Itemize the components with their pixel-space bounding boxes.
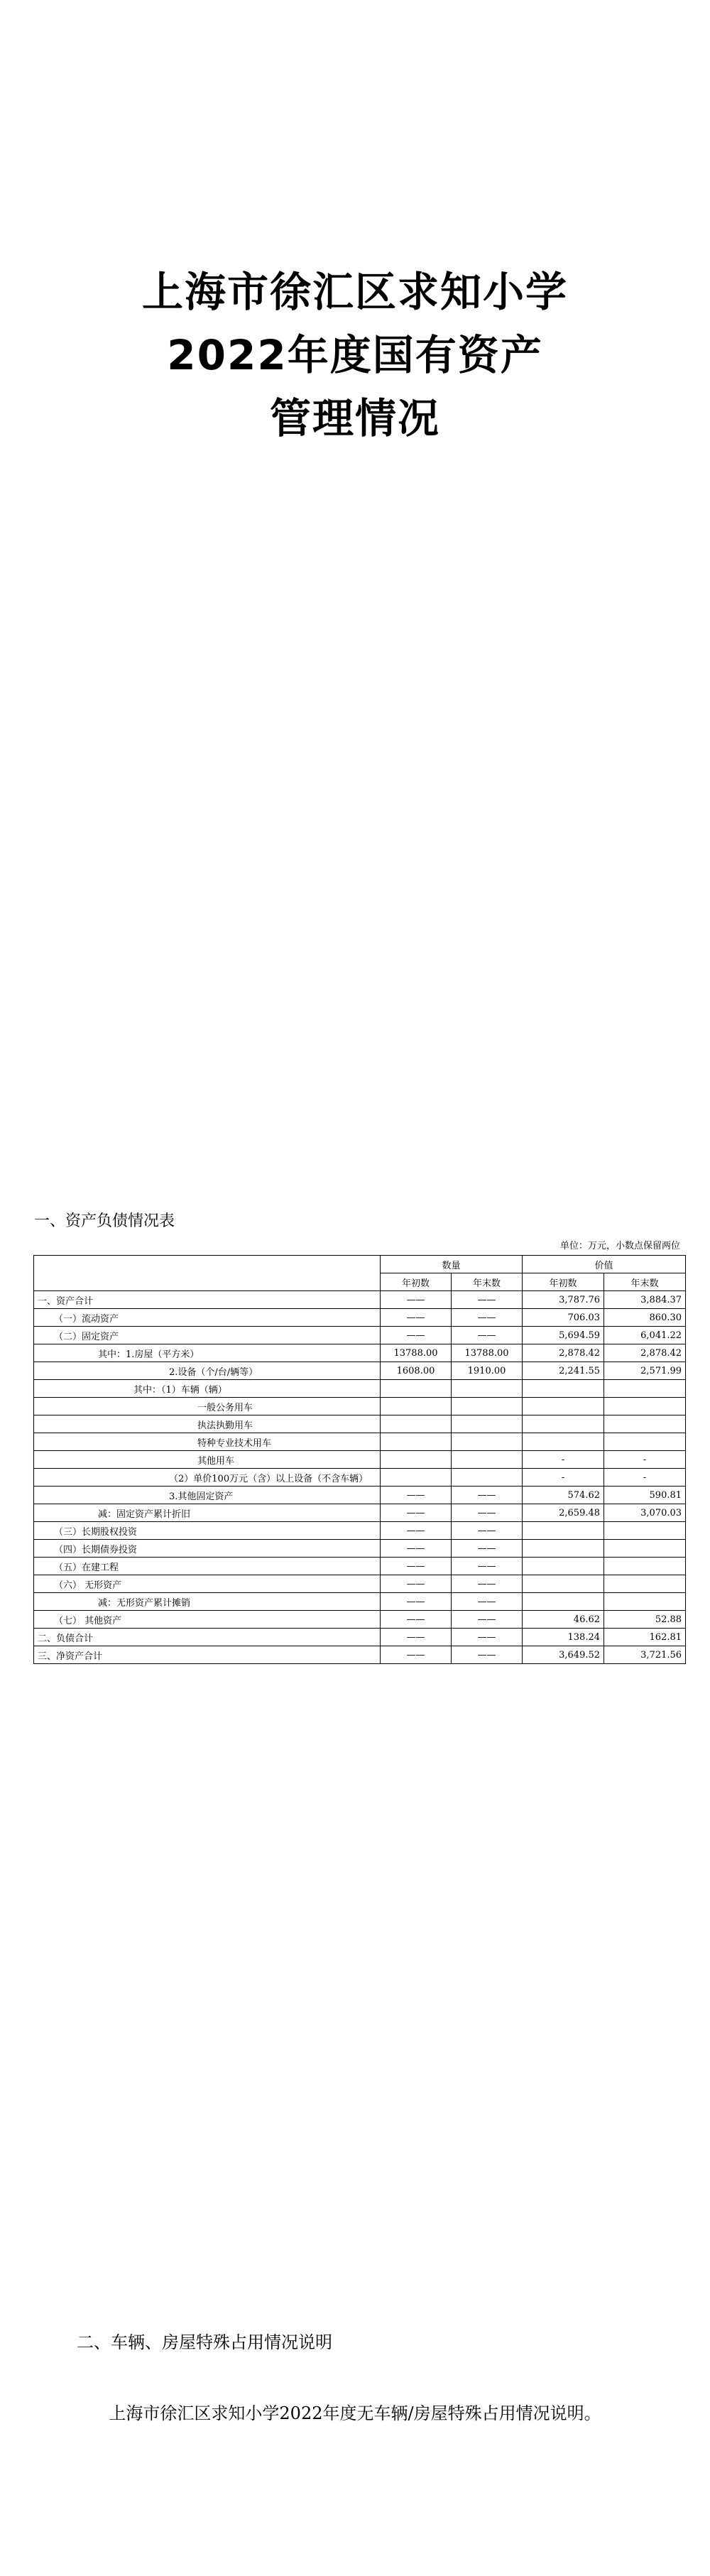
table-row bbox=[34, 1646, 686, 1664]
row-val-start: 138.24 bbox=[523, 1629, 604, 1646]
header-quantity-end: 年末数 bbox=[452, 1273, 523, 1291]
row-val-start: 574.62 bbox=[523, 1487, 604, 1504]
row-qty-start: —— bbox=[381, 1575, 452, 1593]
row-val-end bbox=[604, 1540, 686, 1558]
row-qty-end: —— bbox=[452, 1629, 523, 1646]
row-qty-end: —— bbox=[452, 1611, 523, 1629]
row-val-start bbox=[523, 1575, 604, 1593]
row-qty-start: —— bbox=[381, 1611, 452, 1629]
row-qty-end: —— bbox=[452, 1646, 523, 1664]
row-label: （2）单价100万元（含）以上设备（不含车辆） bbox=[34, 1469, 381, 1487]
row-qty-end: —— bbox=[452, 1540, 523, 1558]
row-qty-end bbox=[452, 1469, 523, 1487]
row-label: 其中：1.房屋（平方米） bbox=[34, 1344, 381, 1362]
row-qty-end bbox=[452, 1433, 523, 1451]
row-qty-end bbox=[452, 1398, 523, 1415]
row-val-start: - bbox=[523, 1469, 604, 1487]
row-qty-end: —— bbox=[452, 1504, 523, 1522]
row-val-start: 5,694.59 bbox=[523, 1327, 604, 1344]
table-row bbox=[34, 1433, 686, 1451]
header-value-end: 年末数 bbox=[604, 1273, 686, 1291]
row-qty-end: 13788.00 bbox=[452, 1344, 523, 1362]
row-val-start: 46.62 bbox=[523, 1611, 604, 1629]
table-row bbox=[34, 1593, 686, 1611]
row-val-end bbox=[604, 1522, 686, 1540]
row-val-start bbox=[523, 1415, 604, 1433]
row-val-end bbox=[604, 1380, 686, 1398]
row-qty-end: —— bbox=[452, 1487, 523, 1504]
header-value: 价值 bbox=[523, 1256, 686, 1273]
row-qty-end bbox=[452, 1415, 523, 1433]
table-row bbox=[34, 1487, 686, 1504]
row-val-start bbox=[523, 1593, 604, 1611]
row-val-end: 2,571.99 bbox=[604, 1362, 686, 1380]
balance-sheet-table bbox=[33, 1255, 686, 1664]
row-val-end: 52.88 bbox=[604, 1611, 686, 1629]
table-row bbox=[34, 1398, 686, 1415]
row-val-start bbox=[523, 1433, 604, 1451]
table-row bbox=[34, 1380, 686, 1398]
row-qty-start bbox=[381, 1415, 452, 1433]
row-val-end: 860.30 bbox=[604, 1309, 686, 1327]
row-qty-start: —— bbox=[381, 1558, 452, 1575]
row-label: 其中：（1）车辆（辆） bbox=[34, 1380, 381, 1398]
row-qty-start: —— bbox=[381, 1487, 452, 1504]
row-val-start: 3,649.52 bbox=[523, 1646, 604, 1664]
row-val-end: 3,070.03 bbox=[604, 1504, 686, 1522]
special-occupancy-heading: 二、车辆、房屋特殊占用情况说明 bbox=[77, 2332, 332, 2352]
row-val-start: 2,878.42 bbox=[523, 1344, 604, 1362]
row-label: 二、负债合计 bbox=[34, 1629, 381, 1646]
row-label: 三、净资产合计 bbox=[34, 1646, 381, 1664]
row-val-start: 2,659.48 bbox=[523, 1504, 604, 1522]
row-val-end: 3,721.56 bbox=[604, 1646, 686, 1664]
row-qty-start bbox=[381, 1433, 452, 1451]
row-val-end bbox=[604, 1415, 686, 1433]
row-val-end: - bbox=[604, 1469, 686, 1487]
row-val-end: 162.81 bbox=[604, 1629, 686, 1646]
balance-sheet-heading: 一、资产负债情况表 bbox=[34, 1212, 175, 1230]
row-val-start: 706.03 bbox=[523, 1309, 604, 1327]
row-qty-start: —— bbox=[381, 1309, 452, 1327]
row-val-end: 6,041.22 bbox=[604, 1327, 686, 1344]
cover-title-line-1: 上海市徐汇区求知小学 bbox=[141, 268, 568, 316]
row-val-end bbox=[604, 1558, 686, 1575]
special-occupancy-statement: 上海市徐汇区求知小学2022年度无车辆/房屋特殊占用情况说明。 bbox=[109, 2403, 601, 2423]
row-qty-end bbox=[452, 1451, 523, 1469]
table-row bbox=[34, 1611, 686, 1629]
table-row bbox=[34, 1469, 686, 1487]
row-qty-start: —— bbox=[381, 1593, 452, 1611]
table-row bbox=[34, 1362, 686, 1380]
row-qty-start: —— bbox=[381, 1522, 452, 1540]
table-row bbox=[34, 1629, 686, 1646]
header-quantity-start: 年初数 bbox=[381, 1273, 452, 1291]
row-qty-end bbox=[452, 1380, 523, 1398]
row-qty-end: —— bbox=[452, 1593, 523, 1611]
table-row bbox=[34, 1451, 686, 1469]
row-qty-start: —— bbox=[381, 1504, 452, 1522]
row-qty-start: —— bbox=[381, 1540, 452, 1558]
row-val-start bbox=[523, 1558, 604, 1575]
row-label: （三）长期股权投资 bbox=[34, 1522, 381, 1540]
row-val-start: 2,241.55 bbox=[523, 1362, 604, 1380]
header-quantity: 数量 bbox=[381, 1256, 523, 1273]
row-val-start bbox=[523, 1398, 604, 1415]
row-qty-end: 1910.00 bbox=[452, 1362, 523, 1380]
row-label: （七） 其他资产 bbox=[34, 1611, 381, 1629]
row-val-end: - bbox=[604, 1451, 686, 1469]
row-label: 减：固定资产累计折旧 bbox=[34, 1504, 381, 1522]
table-row bbox=[34, 1558, 686, 1575]
row-val-start bbox=[523, 1540, 604, 1558]
row-val-end bbox=[604, 1398, 686, 1415]
row-label: （二）固定资产 bbox=[34, 1327, 381, 1344]
row-label: （一）流动资产 bbox=[34, 1309, 381, 1327]
row-val-start: 3,787.76 bbox=[523, 1291, 604, 1309]
row-val-start bbox=[523, 1380, 604, 1398]
row-val-start bbox=[523, 1522, 604, 1540]
row-label: （六） 无形资产 bbox=[34, 1575, 381, 1593]
row-label: 其他用车 bbox=[34, 1451, 381, 1469]
row-label: 2.设备（个/台/辆等） bbox=[34, 1362, 381, 1380]
row-qty-start bbox=[381, 1398, 452, 1415]
cover-title-line-3: 管理情况 bbox=[269, 394, 440, 442]
table-header-row bbox=[34, 1256, 686, 1273]
row-qty-end: —— bbox=[452, 1291, 523, 1309]
table-row bbox=[34, 1291, 686, 1309]
table-row bbox=[34, 1415, 686, 1433]
table-row bbox=[34, 1504, 686, 1522]
row-val-end bbox=[604, 1575, 686, 1593]
row-qty-start bbox=[381, 1469, 452, 1487]
table-row bbox=[34, 1309, 686, 1327]
row-label: 执法执勤用车 bbox=[34, 1415, 381, 1433]
table-row bbox=[34, 1575, 686, 1593]
row-qty-end: —— bbox=[452, 1522, 523, 1540]
row-val-end: 3,884.37 bbox=[604, 1291, 686, 1309]
row-qty-end: —— bbox=[452, 1558, 523, 1575]
row-val-end: 590.81 bbox=[604, 1487, 686, 1504]
row-label: （四）长期债券投资 bbox=[34, 1540, 381, 1558]
row-label: （五）在建工程 bbox=[34, 1558, 381, 1575]
row-qty-start: —— bbox=[381, 1291, 452, 1309]
header-item-cell bbox=[34, 1256, 381, 1291]
row-qty-start: 13788.00 bbox=[381, 1344, 452, 1362]
row-val-end bbox=[604, 1593, 686, 1611]
table-row bbox=[34, 1327, 686, 1344]
row-val-start: - bbox=[523, 1451, 604, 1469]
cover-title-line-2: 2022年度国有资产 bbox=[167, 331, 543, 379]
table-row bbox=[34, 1540, 686, 1558]
table-row bbox=[34, 1344, 686, 1362]
row-label: 减：无形资产累计摊销 bbox=[34, 1593, 381, 1611]
table-row bbox=[34, 1522, 686, 1540]
row-qty-end: —— bbox=[452, 1327, 523, 1344]
row-qty-start bbox=[381, 1380, 452, 1398]
row-qty-start: —— bbox=[381, 1646, 452, 1664]
unit-note: 单位：万元，小数点保留两位 bbox=[559, 1241, 680, 1251]
row-val-end bbox=[604, 1433, 686, 1451]
row-label: 一、资产合计 bbox=[34, 1291, 381, 1309]
row-label: 一般公务用车 bbox=[34, 1398, 381, 1415]
row-qty-start: —— bbox=[381, 1327, 452, 1344]
row-qty-end: —— bbox=[452, 1309, 523, 1327]
row-qty-start: 1608.00 bbox=[381, 1362, 452, 1380]
header-value-start: 年初数 bbox=[523, 1273, 604, 1291]
row-val-end: 2,878.42 bbox=[604, 1344, 686, 1362]
row-qty-start: —— bbox=[381, 1629, 452, 1646]
row-label: 特种专业技术用车 bbox=[34, 1433, 381, 1451]
row-qty-start bbox=[381, 1451, 452, 1469]
row-qty-end: —— bbox=[452, 1575, 523, 1593]
row-label: 3.其他固定资产 bbox=[34, 1487, 381, 1504]
